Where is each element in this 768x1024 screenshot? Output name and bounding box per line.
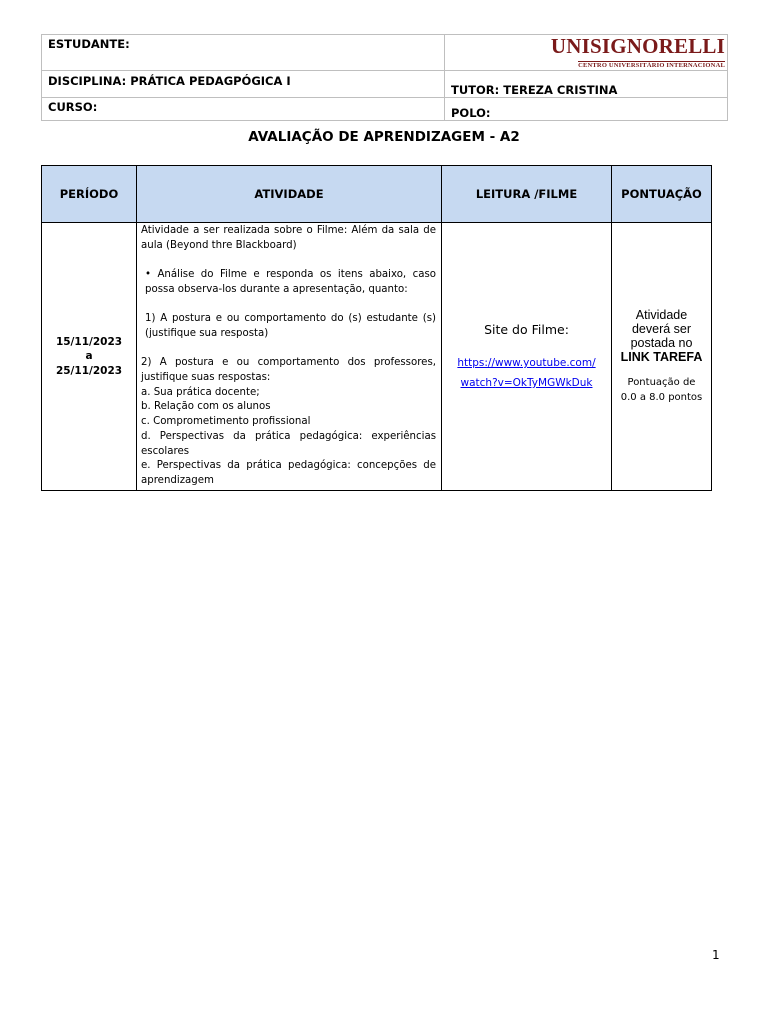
atividade-sub-b: b. Relação com os alunos <box>141 401 271 413</box>
link-tarefa-label: LINK TAREFA <box>620 350 703 364</box>
periodo-end: 25/11/2023 <box>55 364 123 377</box>
activity-table <box>41 165 712 491</box>
site-label: Site do Filme: <box>484 322 569 337</box>
atividade-intro: Atividade a ser realizada sobre o Filme: Além da sala de aula (Beyond thre Blackboard) <box>141 225 436 251</box>
atividade-sub-c: c. Comprometimento profissional <box>141 416 311 428</box>
institution-logo <box>445 35 728 71</box>
logo-text-signorelli: SIGNORELLI <box>589 34 725 58</box>
atividade-item-1: 1) A postura e ou comportamento do (s) estudante (s) (justifique sua resposta) <box>145 313 436 339</box>
pontuacao-line-3: postada no <box>630 336 693 350</box>
disciplina-field: DISCIPLINA: PRÁTICA PEDAGPÓGICA I <box>42 71 445 98</box>
pontuacao-line-2: deverá ser <box>631 322 692 336</box>
curso-field: CURSO: <box>42 98 445 121</box>
atividade-sub-e: e. Perspectivas da prática pedagógica: concepções de aprendizagem <box>141 460 436 486</box>
logo-text-uni: UNI <box>550 34 590 58</box>
film-link-line-2: watch?v=OkTyMGWkDuk <box>460 377 593 389</box>
tutor-field: TUTOR: TEREZA CRISTINA <box>445 71 728 98</box>
atividade-bullet: • Análise do Filme e responda os itens abaixo, caso possa observa-los durante a apresentação, quanto: <box>145 269 436 295</box>
estudante-field: ESTUDANTE: <box>42 35 445 71</box>
film-link-line-1: https://www.youtube.com/ <box>457 357 596 369</box>
pontuacao-line-1: Atividade <box>635 308 688 322</box>
atividade-sub-a: a. Sua prática docente; <box>141 386 260 398</box>
periodo-cell <box>42 223 137 491</box>
atividade-cell <box>137 223 442 491</box>
page-title: AVALIAÇÃO DE APRENDIZAGEM - A2 <box>248 129 520 145</box>
logo-subtitle: CENTRO UNIVERSITÁRIO INTERNACIONAL <box>578 62 725 69</box>
periodo-separator: a <box>85 350 93 363</box>
film-link[interactable] <box>457 357 595 389</box>
atividade-item-2: 2) A postura e ou comportamento dos professores, justifique suas respostas: <box>141 357 436 383</box>
header-pontuacao: PONTUAÇÃO <box>612 166 712 223</box>
atividade-sub-d: d. Perspectivas da prática pedagógica: experiências escolares <box>141 430 436 457</box>
pontuacao-cell <box>612 223 712 491</box>
polo-field: POLO: <box>445 98 728 121</box>
header-periodo: PERÍODO <box>42 166 137 223</box>
periodo-start: 15/11/2023 <box>55 335 123 348</box>
pontuacao-note-1: Pontuação de <box>627 377 696 388</box>
header-form <box>41 34 728 121</box>
page-number: 1 <box>712 948 720 962</box>
leitura-cell <box>442 223 612 491</box>
header-atividade: ATIVIDADE <box>137 166 442 223</box>
pontuacao-note-2: 0.0 a 8.0 pontos <box>620 392 703 403</box>
header-leitura: LEITURA /FILME <box>442 166 612 223</box>
